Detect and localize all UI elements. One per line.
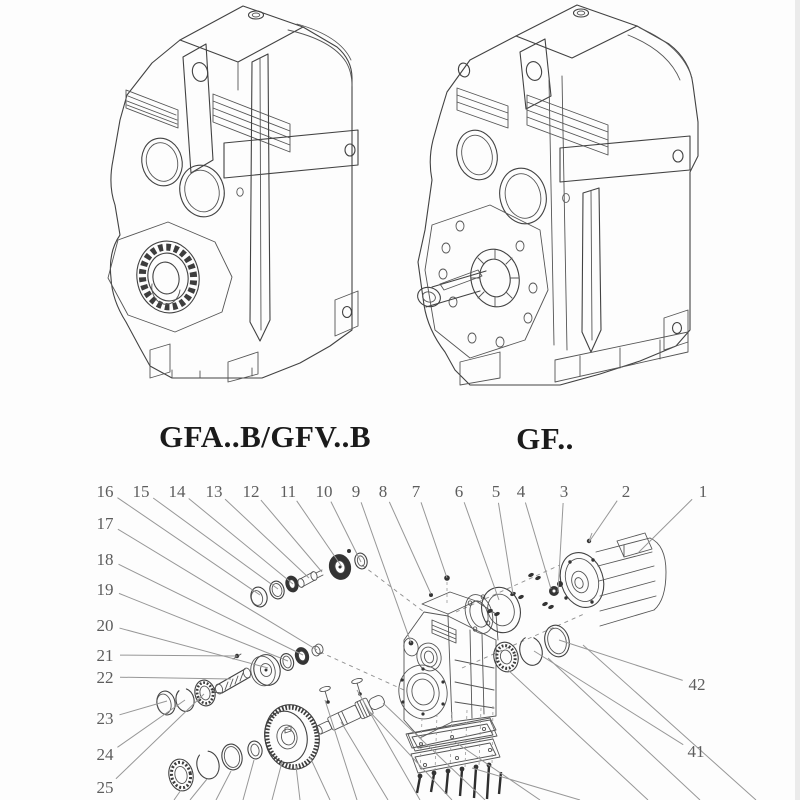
leader-line-8 [389,502,431,594]
callout-number-20: 20 [96,616,114,635]
part-output-bearing-set [491,622,573,674]
callout-number-22: 22 [96,668,114,687]
callout-number-11: 11 [279,482,297,501]
callout-number-21: 21 [96,646,114,665]
leader-line-23 [119,701,167,715]
page-edge-shadow [795,0,800,800]
leader-line-14 [189,499,293,584]
callout-number-3: 3 [559,482,569,501]
callout-number-19: 19 [96,580,114,599]
leader-line-1 [638,499,692,553]
callout-number-18: 18 [96,550,114,569]
leader-line-24 [117,700,185,747]
callout-number-10: 10 [315,482,333,501]
callout-number-15: 15 [132,482,150,501]
leader-line-22 [120,677,231,679]
part-input-shaft-assembly [249,549,369,609]
callout-number-13: 13 [205,482,223,501]
callout-number-23: 23 [96,709,114,728]
leader-line-6 [464,502,499,600]
callout-number-16: 16 [96,482,114,501]
callout-number-25: 25 [96,778,114,797]
leader-line-7 [421,502,447,578]
callout-number-12: 12 [242,482,260,501]
leader-line-5 [498,503,513,594]
callout-number-1: 1 [698,482,708,501]
leader-line-18 [118,564,303,655]
gearbox-drawing-gfab-gfvb [108,6,358,382]
callout-number-17: 17 [96,514,114,533]
callout-number-14: 14 [168,482,186,501]
leader-line-17 [118,529,317,650]
callout-number-8: 8 [378,482,388,501]
leader-line-10 [331,502,361,562]
model-label-gfab-gfvb: GFA..B/GFV..B [158,419,372,454]
callout-number-4: 4 [516,482,526,501]
callout-number-7: 7 [411,482,421,501]
gearbox-drawing-gf [415,5,698,385]
leader-line-42 [559,640,683,680]
leader-line-9 [361,502,411,643]
leader-line-20 [120,628,268,668]
part-gaskets-and-bolts [408,706,501,799]
exploded-parts-diagram [97,482,757,800]
leader-line-2 [589,501,617,542]
part-output-gear-train [166,677,387,793]
callout-number-42: 42 [688,675,706,694]
leader-line-15 [153,498,278,589]
part-motor [553,533,666,626]
callout-number-9: 9 [351,482,361,501]
part-second-shaft-assembly [212,643,324,695]
callout-number-5: 5 [491,482,501,501]
callout-layer [97,482,708,797]
leader-line-41 [534,651,683,745]
callout-number-24: 24 [96,745,114,764]
callout-number-6: 6 [454,482,464,501]
callout-number-41: 41 [687,742,705,761]
callout-number-2: 2 [621,482,631,501]
model-label-gf: GF.. [516,421,574,456]
